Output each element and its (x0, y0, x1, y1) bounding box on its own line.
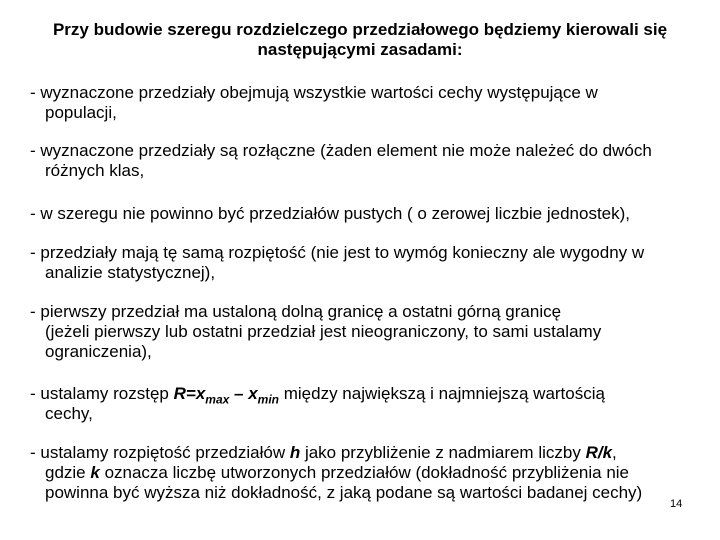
list-item: - wyznaczone przedziały są rozłączne (żaden element nie może należeć do dwóch różnych klas, (30, 141, 652, 180)
list-item: - ustalamy rozpiętość przedziałów h jako przybliżenie z nadmiarem liczby R/k, gdzie k oznacza liczbę utworzonych przedziałów (dokładność przybliżenia nie powinna być wyższa niż dokładność, z jaką podane są wartości badanej cechy) (30, 443, 643, 502)
list-item: - ustalamy rozstęp $R=x_{max} - x_{min}$ między największą i najmniejszą wartością cechy, (30, 384, 605, 423)
title-line-2: następującymi zasadami: (257, 40, 463, 59)
list-item: - wyznaczone przedziały obejmują wszystkie wartości cechy występujące w populacji, (30, 83, 598, 122)
page-number: 14 (670, 498, 683, 510)
list-item: - pierwszy przedział ma ustaloną dolną granicę a ostatni górną granicę (jeżeli pierwszy lub ostatni przedział jest nieograniczony, to sami ustalamy ograniczenia), (30, 302, 602, 361)
slide-title (20, 20, 700, 60)
formula-range: $R=x_{max} - x_{min}$ (173, 384, 280, 407)
list-item: - w szeregu nie powinno być przedziałów pustych ( o zerowej liczbie jednostek), (30, 204, 631, 223)
list-item: - przedziały mają tę samą rozpiętość (nie jest to wymóg konieczny ale wygodny w analizie statystycznej), (30, 243, 645, 282)
title-line-1: Przy budowie szeregu rozdzielczego przedziałowego będziemy kierowali się (52, 20, 668, 39)
